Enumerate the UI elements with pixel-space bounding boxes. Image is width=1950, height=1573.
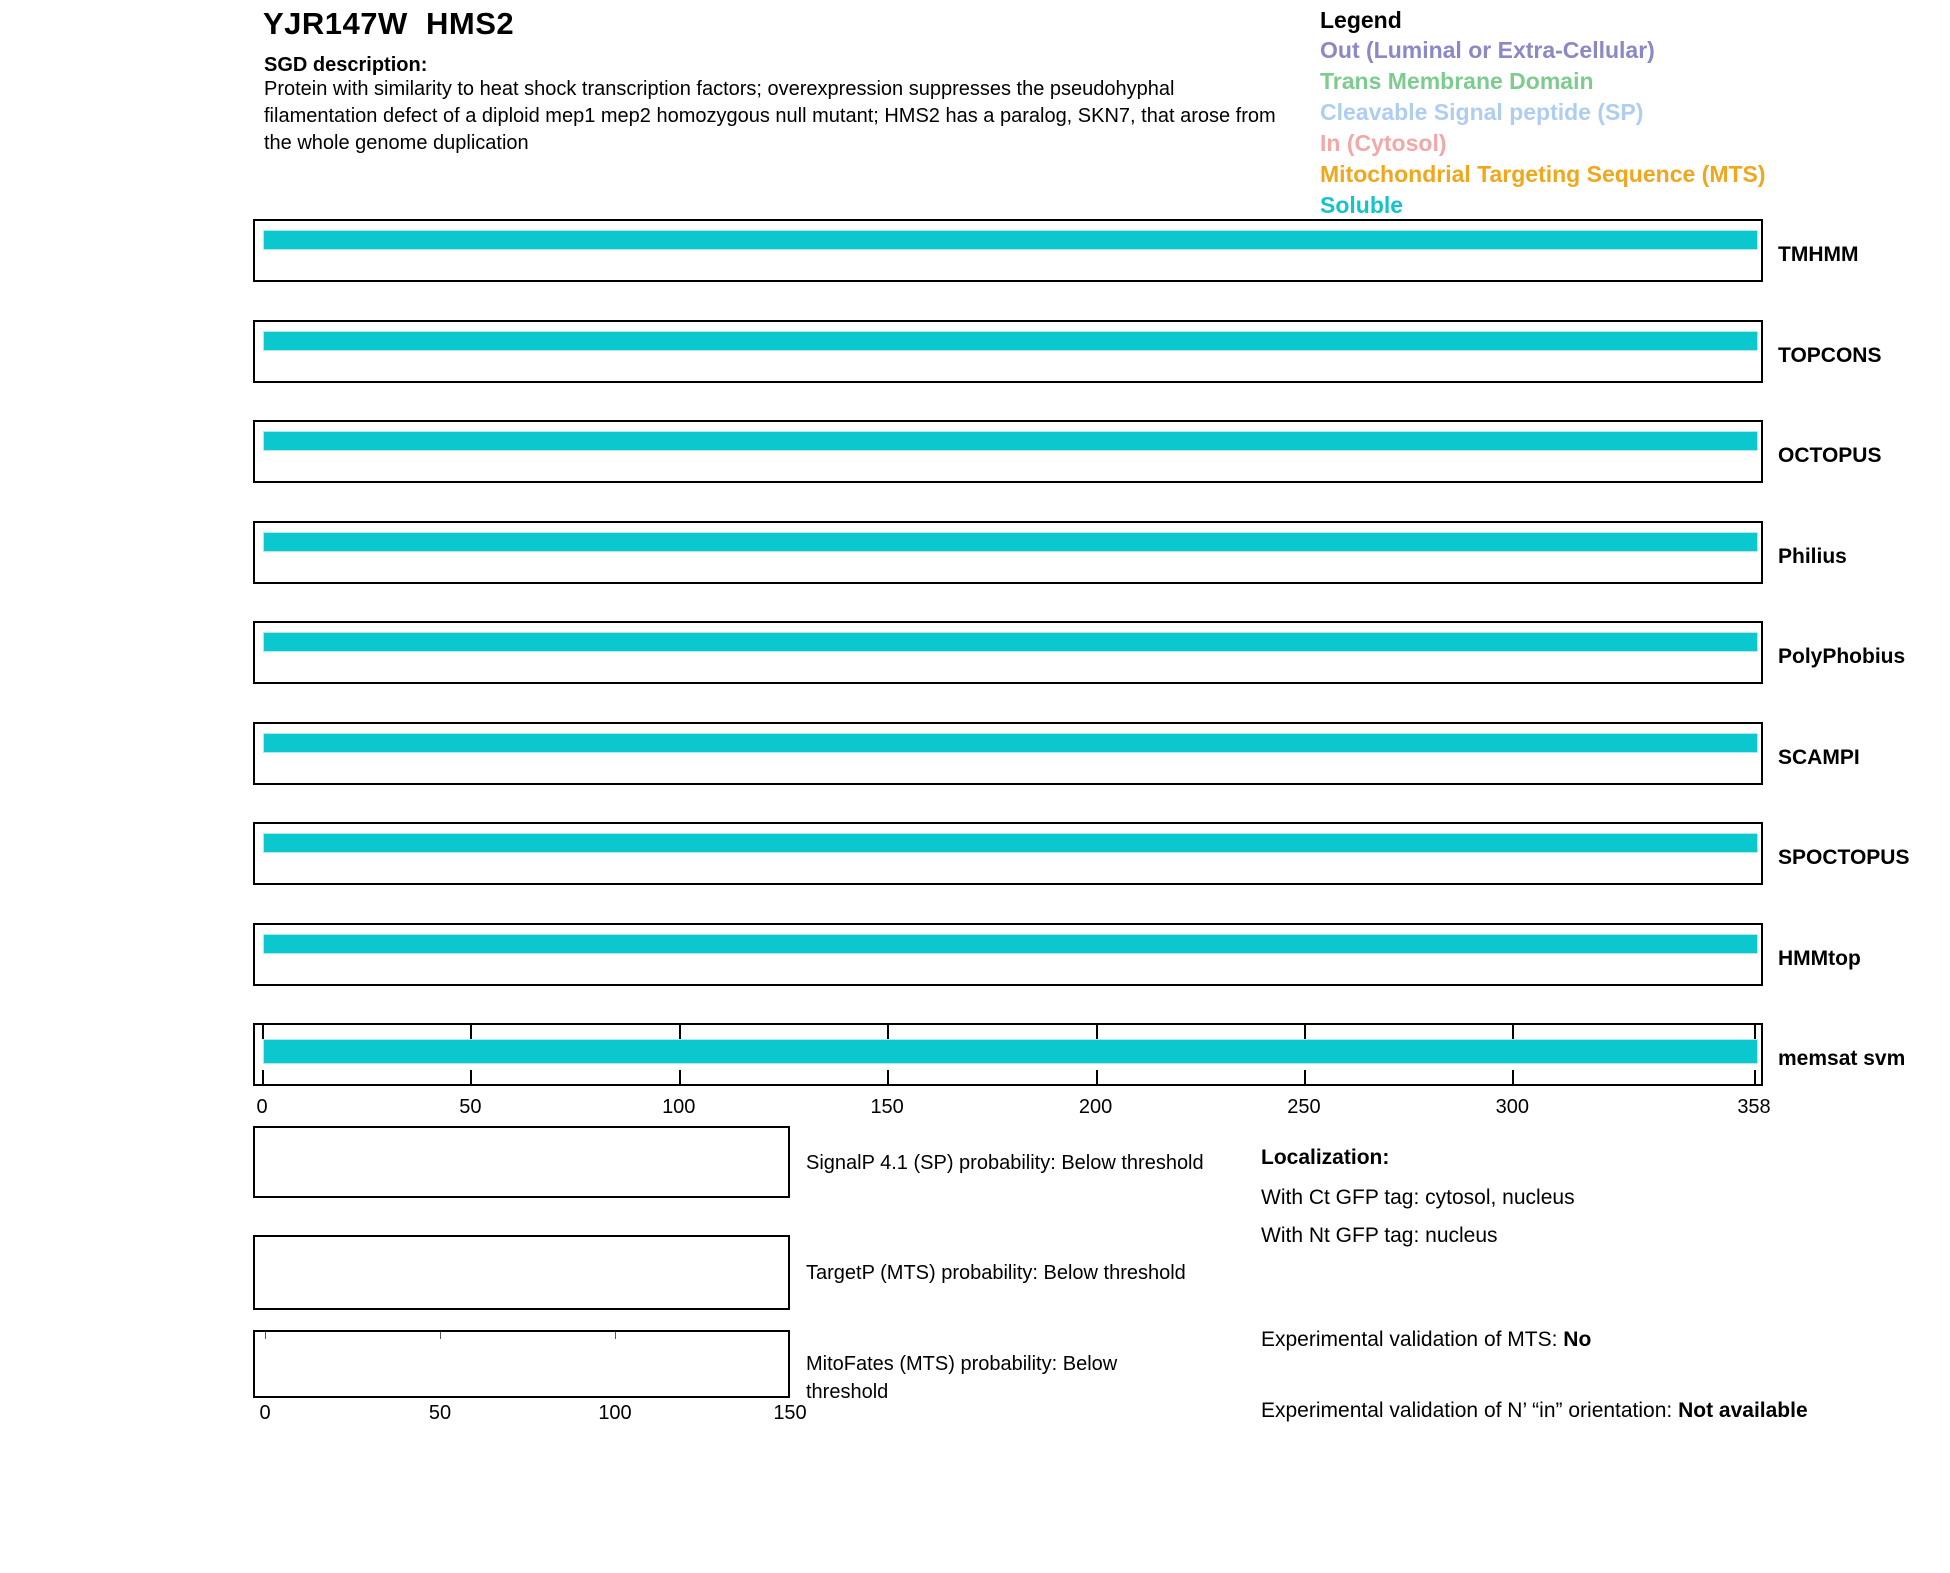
targetp-probability-box <box>253 1235 790 1310</box>
track-box-hmmtop <box>253 923 1763 986</box>
track-box-topcons <box>253 320 1763 383</box>
mts-validation-line <box>1261 1328 1591 1352</box>
mts-validation-value: No <box>1563 1328 1592 1351</box>
mitofates-axis-tick <box>265 1332 266 1339</box>
soluble-bar <box>263 230 1758 250</box>
memsat-axis-tick <box>1754 1025 1756 1039</box>
signalp-probability-box <box>253 1126 790 1198</box>
soluble-bar <box>263 1039 1758 1064</box>
legend-item-signal-peptide: Cleavable Signal peptide (SP) <box>1320 99 1644 125</box>
track-box-tmhmm <box>253 219 1763 282</box>
memsat-axis-tick <box>887 1070 889 1084</box>
memsat-axis-tick <box>470 1025 472 1039</box>
track-box-philius <box>253 521 1763 584</box>
legend-item-mts: Mitochondrial Targeting Sequence (MTS) <box>1320 161 1766 187</box>
localization-nt-gfp: With Nt GFP tag: nucleus <box>1261 1224 1498 1247</box>
soluble-bar <box>263 733 1758 753</box>
mitofates-tick-label: 100 <box>598 1402 632 1424</box>
x-axis-tick-label: 200 <box>1078 1096 1113 1118</box>
track-label-hmmtop: HMMtop <box>1778 947 1861 970</box>
mitofates-tick-label: 0 <box>259 1402 271 1424</box>
x-axis-tick-label: 150 <box>870 1096 904 1118</box>
track-label-octopus: OCTOPUS <box>1778 444 1882 467</box>
soluble-bar <box>263 833 1758 853</box>
soluble-bar <box>263 532 1758 552</box>
track-box-polyphobius <box>253 621 1763 684</box>
track-label-polyphobius: PolyPhobius <box>1778 645 1906 668</box>
legend <box>1320 5 1900 221</box>
mitofates-axis-tick <box>615 1332 616 1339</box>
soluble-bar <box>263 632 1758 652</box>
orientation-validation-line <box>1261 1392 1813 1429</box>
track-label-spoctopus: SPOCTOPUS <box>1778 846 1910 869</box>
legend-item-in-cytosol: In (Cytosol) <box>1320 130 1447 156</box>
track-label-philius: Philius <box>1778 545 1847 568</box>
mitofates-probability-box <box>253 1330 790 1398</box>
signalp-probability-label: SignalP 4.1 (SP) probability: Below threshold <box>806 1152 1204 1174</box>
localization-heading: Localization: <box>1261 1146 1390 1169</box>
track-label-topcons: TOPCONS <box>1778 344 1882 367</box>
memsat-axis-tick <box>1096 1070 1098 1084</box>
mitofates-axis-tick <box>440 1332 441 1339</box>
sgd-description-label: SGD description: <box>264 54 428 76</box>
mitofates-x-axis <box>253 1402 873 1428</box>
orientation-validation-value: Not available <box>1678 1399 1808 1422</box>
legend-item-transmembrane: Trans Membrane Domain <box>1320 68 1594 94</box>
x-axis-tick-label: 300 <box>1495 1096 1529 1118</box>
memsat-axis-tick <box>887 1025 889 1039</box>
memsat-axis-tick <box>262 1025 264 1039</box>
soluble-bar <box>263 431 1758 451</box>
memsat-axis-tick <box>679 1070 681 1084</box>
mts-validation-label: Experimental validation of MTS: <box>1261 1328 1564 1351</box>
soluble-bar <box>263 934 1758 954</box>
track-box-scampi <box>253 722 1763 785</box>
memsat-axis-tick <box>1512 1025 1514 1039</box>
memsat-axis-tick <box>1304 1025 1306 1039</box>
localization-ct-gfp: With Ct GFP tag: cytosol, nucleus <box>1261 1186 1575 1209</box>
track-label-tmhmm: TMHMM <box>1778 243 1859 266</box>
page-title: YJR147W HMS2 <box>263 6 515 41</box>
track-label-memsat-svm: memsat svm <box>1778 1047 1906 1070</box>
x-axis-tick-label: 358 <box>1737 1096 1771 1118</box>
track-box-memsat-svm <box>253 1023 1763 1086</box>
memsat-axis-tick <box>470 1070 472 1084</box>
x-axis-tick-label: 100 <box>662 1096 696 1118</box>
legend-item-out: Out (Luminal or Extra-Cellular) <box>1320 37 1655 63</box>
memsat-axis-tick <box>679 1025 681 1039</box>
memsat-axis-tick <box>262 1070 264 1084</box>
x-axis-tick-label: 250 <box>1287 1096 1321 1118</box>
residue-x-axis <box>253 1096 1771 1122</box>
soluble-bar <box>263 331 1758 351</box>
memsat-axis-tick <box>1304 1070 1306 1084</box>
mitofates-tick-label: 50 <box>428 1402 452 1424</box>
memsat-axis-tick <box>1096 1025 1098 1039</box>
orientation-validation-label: Experimental validation of N’ “in” orientation: <box>1261 1399 1679 1422</box>
sgd-description-text: Protein with similarity to heat shock transcription factors; overexpression suppresses the pseudohyphal filamentation defect of a diploid mep1 mep2 homozygous null mutant; HMS2 has a paralog, SKN7, that arose from the whole genome duplication <box>264 78 1276 154</box>
legend-item-soluble: Soluble <box>1320 192 1404 218</box>
track-label-scampi: SCAMPI <box>1778 746 1860 769</box>
legend-title: Legend <box>1320 7 1402 33</box>
memsat-axis-tick <box>1754 1070 1756 1084</box>
memsat-axis-tick <box>1512 1070 1514 1084</box>
mitofates-tick-label: 150 <box>773 1402 807 1424</box>
track-box-octopus <box>253 420 1763 483</box>
track-box-spoctopus <box>253 822 1763 885</box>
mitofates-probability-label: MitoFates (MTS) probability: Below threshold <box>806 1353 1118 1403</box>
x-axis-tick-label: 50 <box>459 1096 482 1118</box>
targetp-probability-label: TargetP (MTS) probability: Below threshold <box>806 1262 1186 1284</box>
x-axis-tick-label: 0 <box>256 1096 268 1118</box>
